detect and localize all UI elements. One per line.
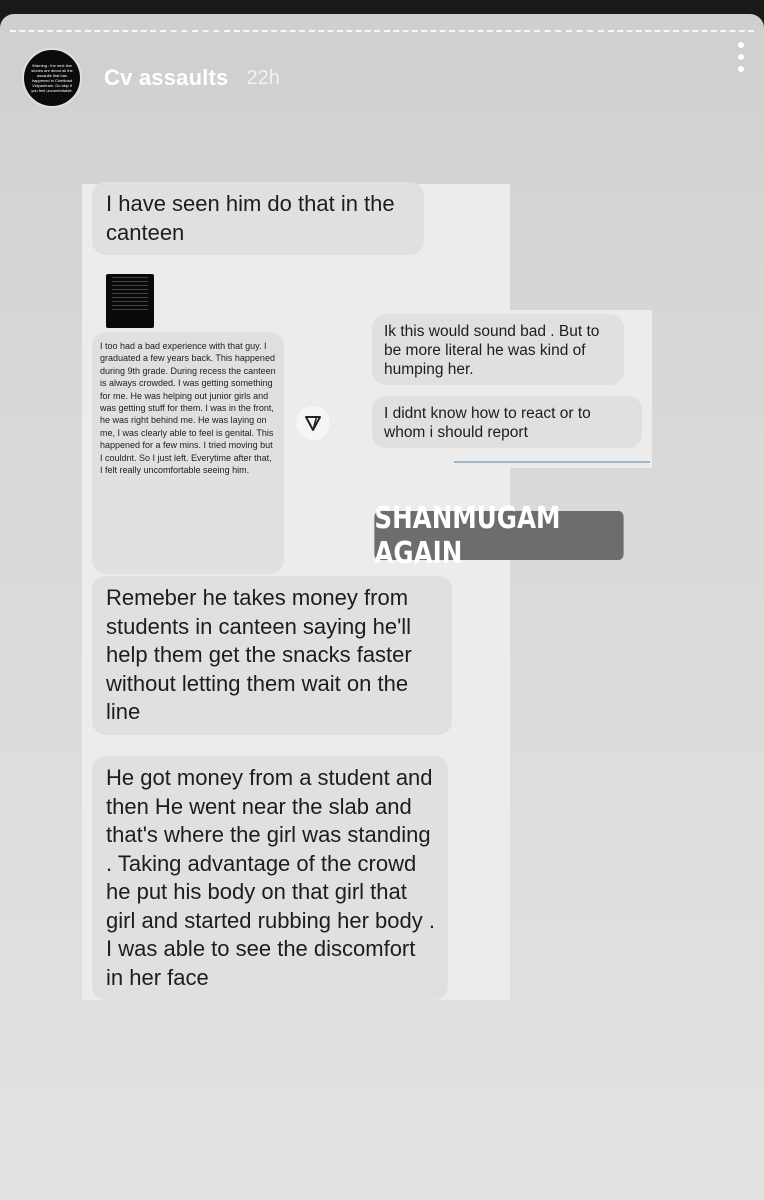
- avatar[interactable]: [22, 48, 82, 108]
- message-bubble-6: [92, 756, 448, 1000]
- message-bubble-5: [92, 576, 452, 735]
- send-arrow-icon[interactable]: [296, 406, 330, 440]
- story-text-sticker: [374, 500, 623, 571]
- screenshot-thumbnail[interactable]: [106, 274, 154, 328]
- message-bubble-1: [92, 182, 424, 255]
- more-options-button[interactable]: [736, 42, 746, 76]
- message-text: He got money from a student and then He went near the slab and that's where the girl was standing . Taking advantage of the crowd he put his body on that girl that girl and started rubbing her body . I was able to see the discomfort in her face: [106, 765, 435, 990]
- avatar-warning-text: Warning : the next few stories are about all the assaults that has happened in Chettinad Vidyashram. Do skip if you feel uncomfortable.: [31, 63, 73, 93]
- timestamp: 22h: [246, 66, 280, 89]
- username[interactable]: Cv assaults: [104, 65, 229, 90]
- story-header: [22, 48, 742, 108]
- message-text: I too had a bad experience with that guy. I graduated a few years back. This happened during 9th grade. During recess the canteen is always crowded. I was getting something for me. He was helping out junior girls and was getting stuff for them. I was in the front, he was right behind me. He was laying on me, I was clearly able to feel is genital. This happened for a few mins. I tried moving but I couldnt. So I just left. Everytime after that, I felt really uncomfortable seeing him.: [100, 341, 276, 476]
- message-text: I didnt know how to react or to whom i should report: [384, 405, 591, 441]
- message-text: Ik this would sound bad . But to be more literal he was kind of humping her.: [384, 323, 600, 378]
- sticker-text: SHANMUGAM AGAIN: [374, 500, 561, 571]
- message-text: Remeber he takes money from students in canteen saying he'll help them get the snacks faster without letting them wait on the line: [106, 585, 412, 724]
- message-bubble-2: [92, 332, 284, 574]
- story-progress-bar: [10, 30, 754, 33]
- more-vertical-icon: [738, 42, 744, 48]
- story-frame: [0, 14, 764, 1200]
- message-bubble-4: [372, 396, 642, 448]
- message-text: I have seen him do that in the canteen: [106, 191, 395, 245]
- message-bubble-3: [372, 314, 624, 385]
- divider-line: [454, 461, 650, 463]
